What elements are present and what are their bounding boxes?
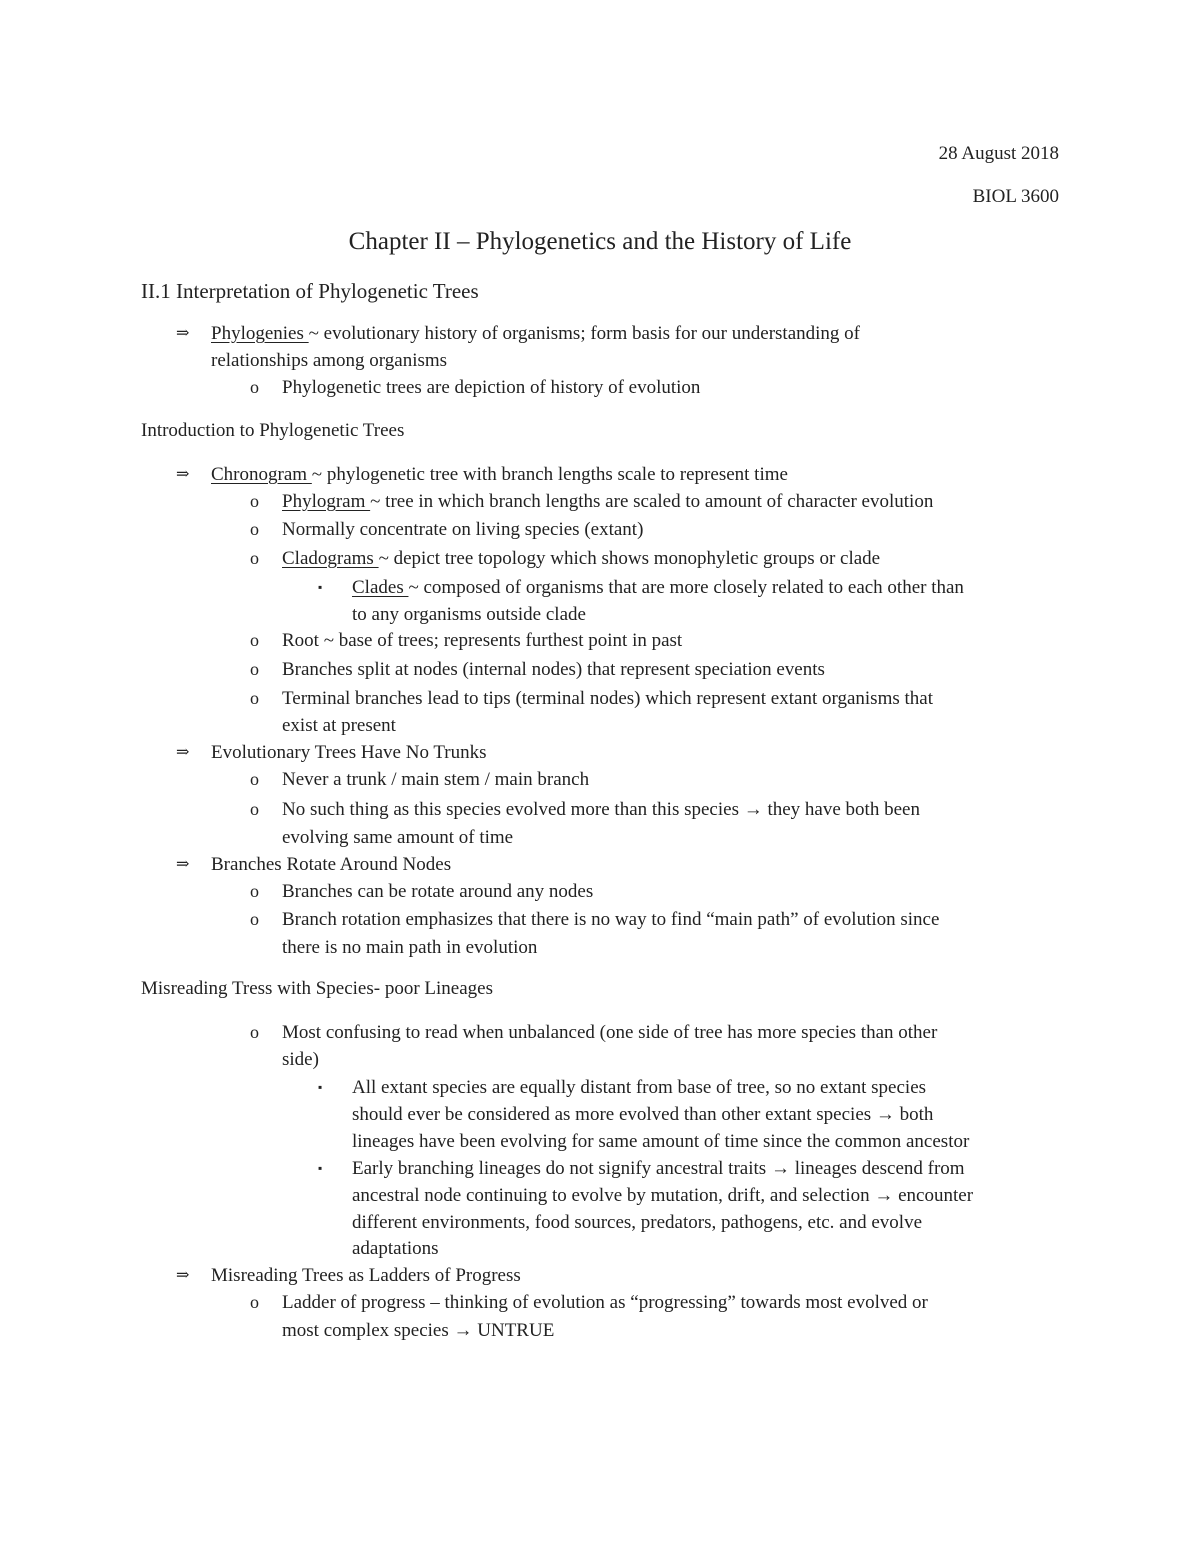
list-item-continuation bbox=[352, 1182, 973, 1209]
definition-text: ~ evolutionary history of organisms; form basis for our understanding of bbox=[308, 323, 860, 344]
subheading-misreading: Misreading Tress with Species- poor Lineages bbox=[141, 978, 493, 999]
list-item-continuation bbox=[352, 1101, 933, 1128]
right-arrow-icon: → bbox=[453, 1320, 473, 1341]
circle-bullet-icon: o bbox=[250, 769, 259, 789]
list-item-continuation: different environments, food sources, predators, pathogens, etc. and evolve bbox=[352, 1212, 922, 1233]
list-item-continuation: to any organisms outside clade bbox=[352, 604, 586, 625]
list-item: Most confusing to read when unbalanced (one side of tree has more species than other bbox=[282, 1022, 938, 1043]
circle-bullet-icon: o bbox=[250, 688, 259, 708]
circle-bullet-icon: o bbox=[250, 799, 259, 819]
term-cladograms: Cladograms bbox=[282, 548, 379, 569]
list-item bbox=[282, 545, 880, 572]
term-phylogenies: Phylogenies bbox=[211, 323, 309, 344]
text-segment: both bbox=[894, 1104, 934, 1125]
list-item: Root ~ base of trees; represents furthest point in past bbox=[282, 630, 683, 651]
text-segment: encounter bbox=[893, 1185, 974, 1206]
text-segment: No such thing as this species evolved more than this species bbox=[282, 799, 744, 820]
list-item: Branches Rotate Around Nodes bbox=[211, 854, 452, 875]
arrow-bullet-icon: ⇒ bbox=[176, 744, 190, 761]
definition-text: ~ tree in which branch lengths are scaled to amount of character evolution bbox=[370, 491, 934, 512]
list-item: Branches can be rotate around any nodes bbox=[282, 881, 594, 902]
list-item: All extant species are equally distant from base of tree, so no extant species bbox=[352, 1077, 927, 1098]
list-item bbox=[282, 488, 933, 515]
text-segment: should ever be considered as more evolved than other extant species bbox=[352, 1104, 876, 1125]
term-chronogram: Chronogram bbox=[211, 464, 312, 485]
circle-bullet-icon: o bbox=[250, 548, 259, 568]
text-segment: they have both been bbox=[762, 799, 920, 820]
term-clades: Clades bbox=[352, 577, 409, 598]
circle-bullet-icon: o bbox=[250, 377, 259, 397]
right-arrow-icon: → bbox=[770, 1158, 790, 1179]
list-item: Branch rotation emphasizes that there is no way to find “main path” of evolution since bbox=[282, 909, 940, 930]
arrow-bullet-icon: ⇒ bbox=[176, 325, 190, 342]
text-segment: ancestral node continuing to evolve by mutation, drift, and selection bbox=[352, 1185, 875, 1206]
list-item-continuation: evolving same amount of time bbox=[282, 827, 514, 848]
list-item: Terminal branches lead to tips (terminal nodes) which represent extant organisms that bbox=[282, 688, 933, 709]
right-arrow-icon: → bbox=[875, 1104, 895, 1125]
circle-bullet-icon: o bbox=[250, 909, 259, 929]
right-arrow-icon: → bbox=[743, 799, 763, 820]
definition-text: ~ depict tree topology which shows monophyletic groups or clade bbox=[378, 548, 881, 569]
course-line: BIOL 3600 bbox=[972, 186, 1059, 207]
list-item-continuation bbox=[282, 1317, 554, 1344]
text-segment: Early branching lineages do not signify ancestral traits bbox=[352, 1158, 771, 1179]
square-bullet-icon: ▪ bbox=[318, 1080, 323, 1094]
list-item bbox=[352, 574, 964, 601]
list-item bbox=[211, 461, 788, 488]
subheading-introduction: Introduction to Phylogenetic Trees bbox=[141, 420, 405, 441]
text-segment: most complex species bbox=[282, 1320, 454, 1341]
circle-bullet-icon: o bbox=[250, 1292, 259, 1312]
text-segment: lineages descend from bbox=[789, 1158, 965, 1179]
date-line: 28 August 2018 bbox=[938, 143, 1059, 164]
definition-text: ~ phylogenetic tree with branch lengths scale to represent time bbox=[311, 464, 788, 485]
definition-text: ~ composed of organisms that are more closely related to each other than bbox=[408, 577, 964, 598]
circle-bullet-icon: o bbox=[250, 659, 259, 679]
circle-bullet-icon: o bbox=[250, 881, 259, 901]
list-item: Normally concentrate on living species (extant) bbox=[282, 519, 644, 540]
square-bullet-icon: ▪ bbox=[318, 1161, 323, 1175]
list-item: Phylogenetic trees are depiction of history of evolution bbox=[282, 377, 701, 398]
term-phylogram: Phylogram bbox=[282, 491, 371, 512]
list-item bbox=[352, 1155, 965, 1182]
list-item: Branches split at nodes (internal nodes) that represent speciation events bbox=[282, 659, 825, 680]
section-heading: II.1 Interpretation of Phylogenetic Trees bbox=[141, 279, 479, 303]
circle-bullet-icon: o bbox=[250, 491, 259, 511]
list-item-continuation: exist at present bbox=[282, 715, 396, 736]
square-bullet-icon: ▪ bbox=[318, 580, 323, 594]
list-item: Never a trunk / main stem / main branch bbox=[282, 769, 590, 790]
list-item bbox=[211, 320, 860, 347]
arrow-bullet-icon: ⇒ bbox=[176, 856, 190, 873]
circle-bullet-icon: o bbox=[250, 519, 259, 539]
list-item-continuation: lineages have been evolving for same amount of time since the common ancestor bbox=[352, 1131, 970, 1152]
circle-bullet-icon: o bbox=[250, 630, 259, 650]
list-item: Ladder of progress – thinking of evolution as “progressing” towards most evolved or bbox=[282, 1292, 928, 1313]
list-item bbox=[282, 796, 920, 823]
arrow-bullet-icon: ⇒ bbox=[176, 1267, 190, 1284]
circle-bullet-icon: o bbox=[250, 1022, 259, 1042]
text-segment: UNTRUE bbox=[472, 1320, 555, 1341]
list-item-continuation: relationships among organisms bbox=[211, 350, 448, 371]
right-arrow-icon: → bbox=[874, 1185, 894, 1206]
list-item-continuation: there is no main path in evolution bbox=[282, 937, 538, 958]
list-item: Evolutionary Trees Have No Trunks bbox=[211, 742, 487, 763]
list-item-continuation: adaptations bbox=[352, 1238, 439, 1259]
list-item-continuation: side) bbox=[282, 1049, 319, 1070]
page-title: Chapter II – Phylogenetics and the History of Life bbox=[348, 228, 852, 255]
list-item: Misreading Trees as Ladders of Progress bbox=[211, 1265, 521, 1286]
arrow-bullet-icon: ⇒ bbox=[176, 466, 190, 483]
